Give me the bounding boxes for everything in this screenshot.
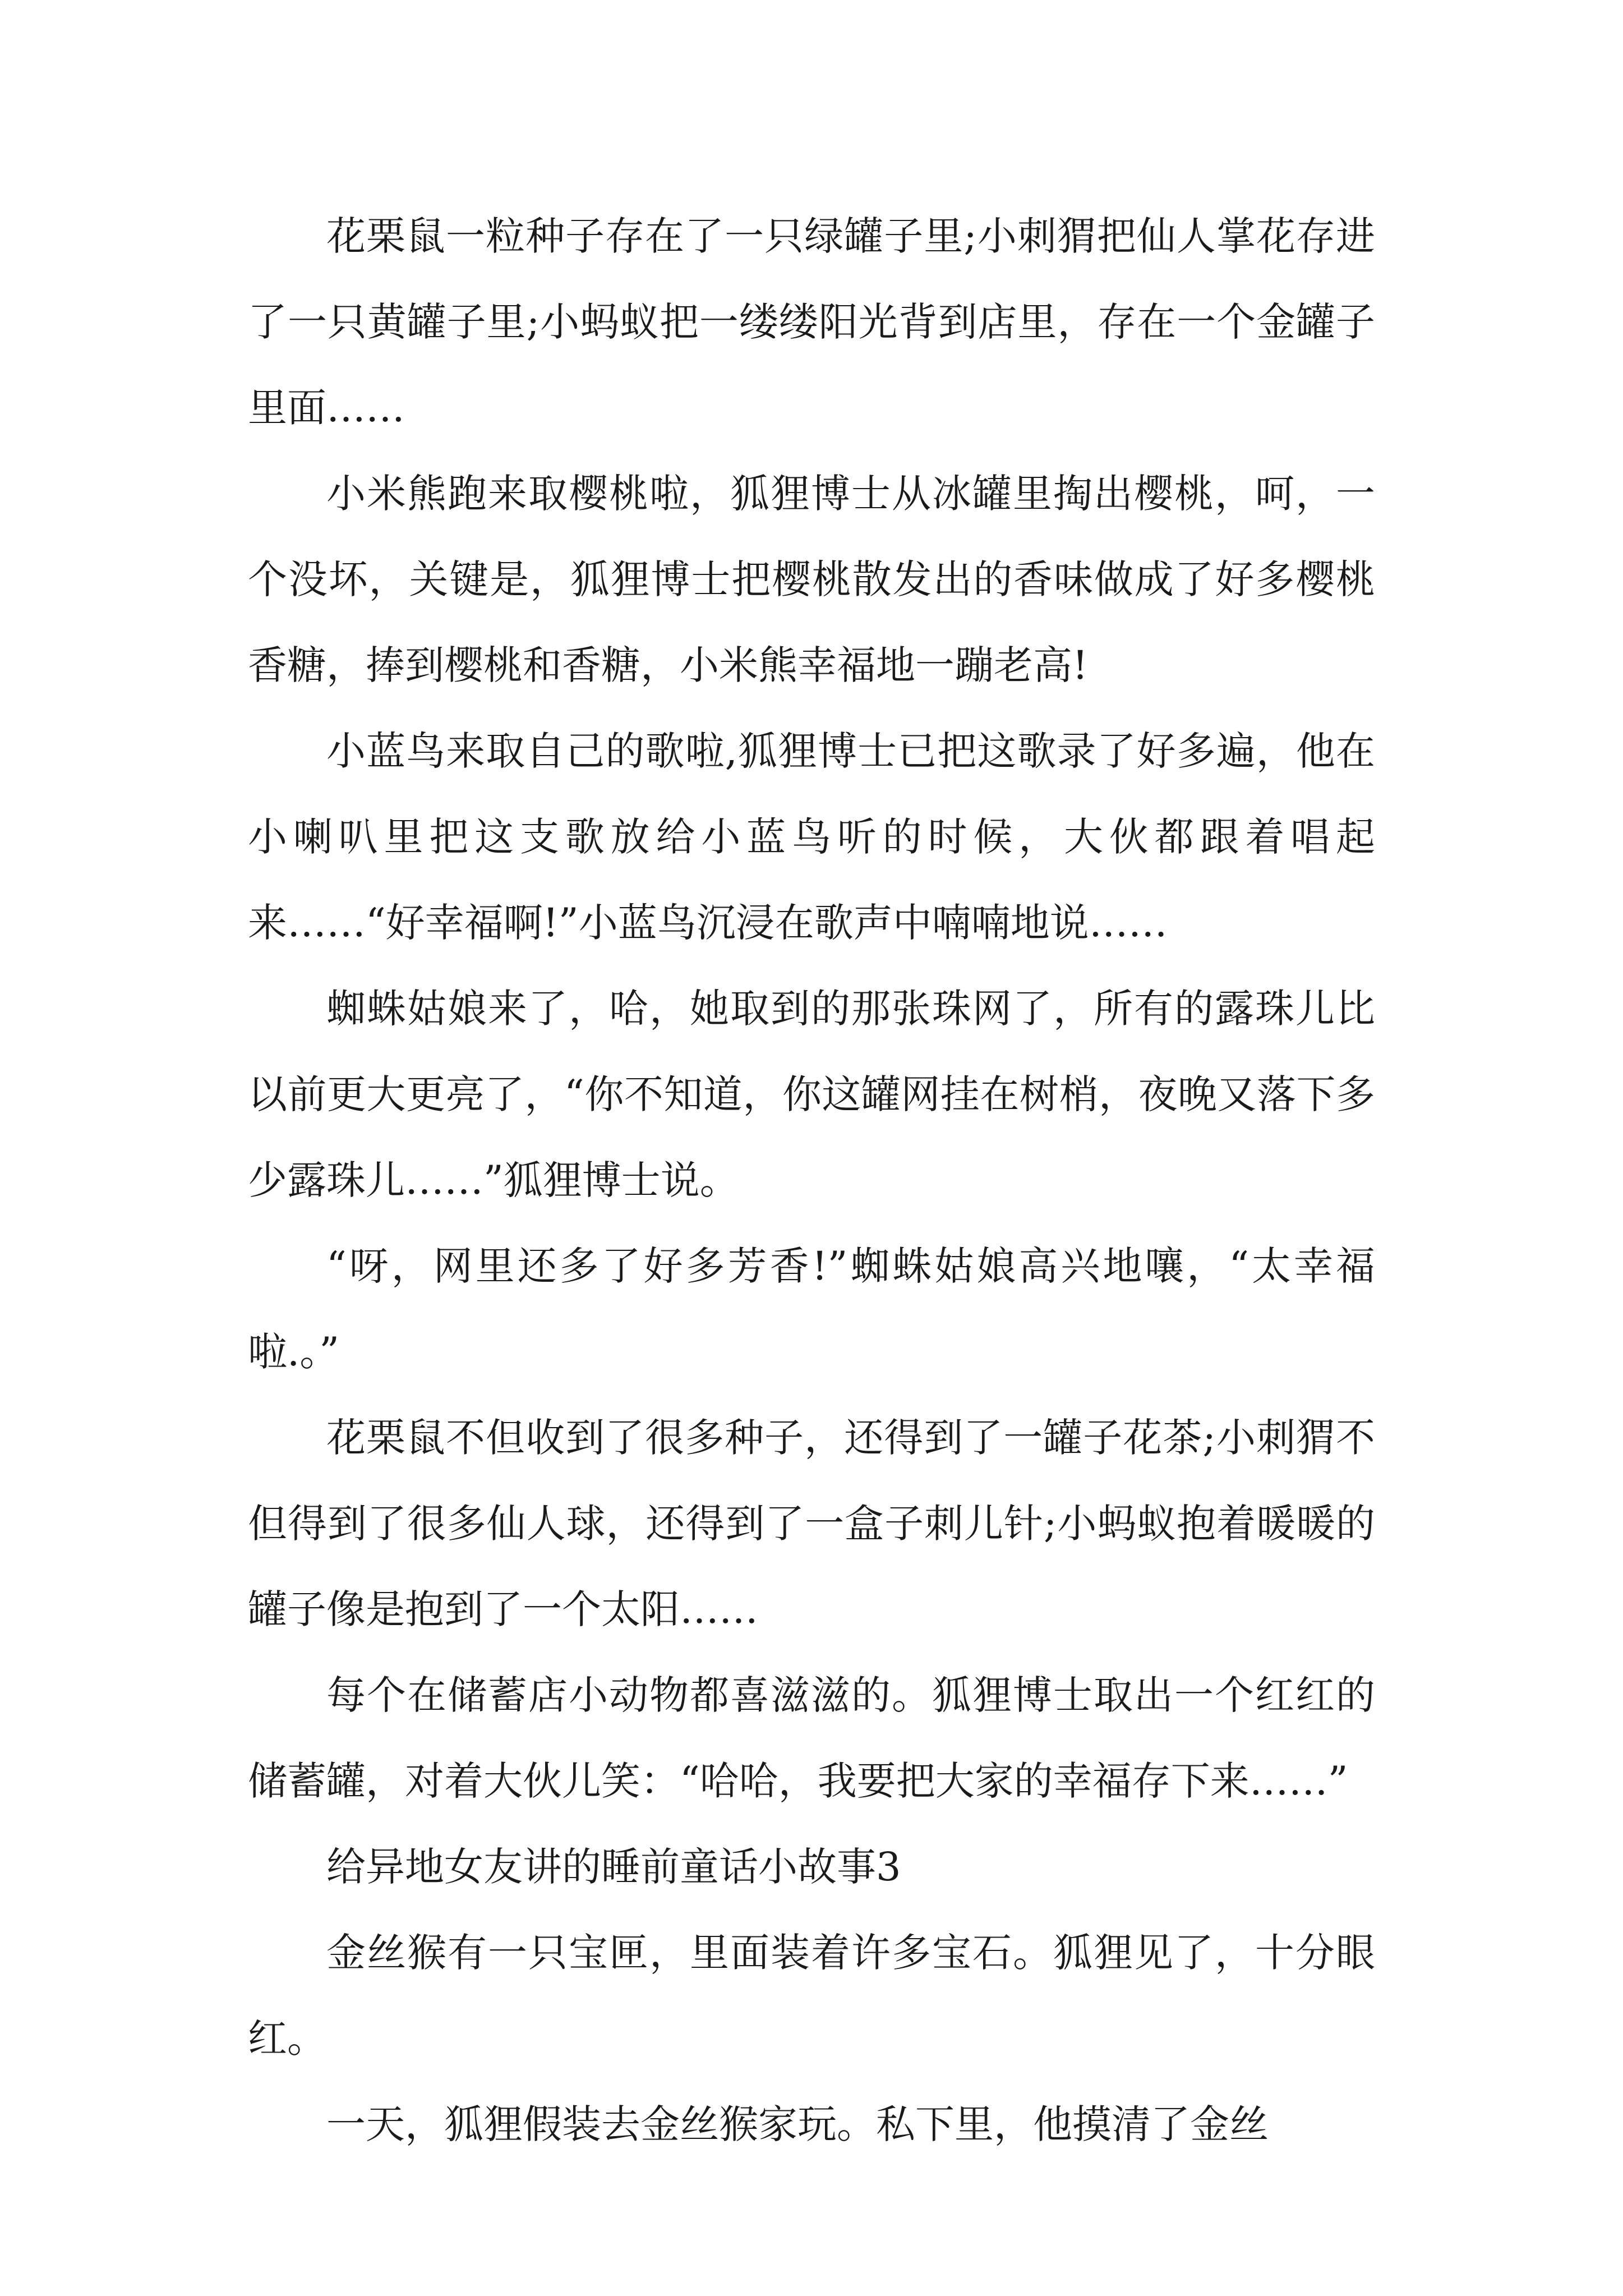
paragraph-happiness-jar: 每个在储蓄店小动物都喜滋滋的。狐狸博士取出一个红红的储蓄罐，对着大伙儿笑：“哈哈，我要把大家的幸福存下来……” <box>248 1672 1375 1804</box>
paragraph-spider-fragrance: “呀，网里还多了好多芳香!”蜘蛛姑娘高兴地嚷，“太幸福啦.。” <box>248 1243 1375 1375</box>
paragraph-bluebird-song: 小蓝鸟来取自己的歌啦,狐狸博士已把这歌录了好多遍，他在小喇叭里把这支歌放给小蓝鸟听的时候，大伙都跟着唱起来……“好幸福啊!”小蓝鸟沉浸在歌声中喃喃地说…… <box>248 728 1375 946</box>
paragraph-savings-deposits: 花栗鼠一粒种子存在了一只绿罐子里;小刺猬把仙人掌花存进了一只黄罐子里;小蚂蚁把一缕缕阳光背到店里，存在一个金罐子里面…… <box>248 213 1375 431</box>
paragraph-fox-visit: 一天，狐狸假装去金丝猴家玩。私下里，他摸清了金丝 <box>326 2101 1269 2147</box>
paragraph-gifts: 花栗鼠不但收到了很多种子，还得到了一罐子花茶;小刺猬不但得到了很多仙人球，还得到了一盒子刺儿针;小蚂蚁抱着暖暖的罐子像是抱到了一个太阳…… <box>248 1415 1375 1632</box>
paragraph-bear-cherries: 小米熊跑来取樱桃啦，狐狸博士从冰罐里掏出樱桃，呵，一个没坏，关键是，狐狸博士把樱桃散发出的香味做成了好多樱桃香糖，捧到樱桃和香糖，小米熊幸福地一蹦老高! <box>248 471 1375 688</box>
paragraph-golden-monkey: 金丝猴有一只宝匣，里面装着许多宝石。狐狸见了，十分眼红。 <box>248 1930 1375 2062</box>
paragraph-spider-web: 蜘蛛姑娘来了，哈，她取到的那张珠网了，所有的露珠儿比以前更大更亮了，“你不知道，你这罐网挂在树梢，夜晚又落下多少露珠儿……”狐狸博士说。 <box>248 986 1375 1203</box>
story-text <box>248 194 1375 2168</box>
section-heading: 给异地女友讲的睡前童话小故事3 <box>326 1844 901 1890</box>
